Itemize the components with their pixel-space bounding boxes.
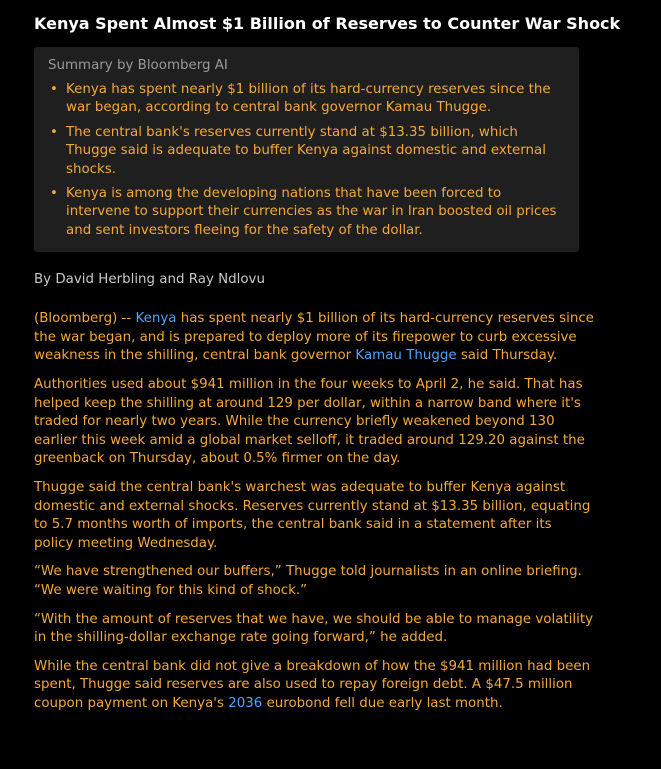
kamau-thugge-link[interactable]: Kamau Thugge	[355, 348, 457, 364]
paragraph-text: has spent nearly $1 billion of its hard-currency reserves since the war began, and is prepared to deploy more of its firepower to curb excessive weakness in the shilling, central bank governor	[34, 311, 594, 364]
bullet-dot-icon: •	[50, 124, 58, 140]
summary-bullet-text: The central bank's reserves currently stand at $13.35 billion, which Thugge said is adequate to buffer Kenya against domestic and external shocks.	[66, 124, 546, 177]
summary-bullet	[48, 81, 565, 118]
bullet-dot-icon: •	[50, 186, 58, 202]
summary-bullet-text: Kenya is among the developing nations that have been forced to intervene to support their currencies as the war in Iran boosted oil prices and sent investors fleeing for the safety of the dollar.	[66, 186, 557, 238]
article-paragraph	[34, 310, 594, 366]
kenya-link[interactable]: Kenya	[135, 311, 177, 327]
paragraph-text: While the central bank did not give a breakdown of how the $941 million had been spent, Thugge said reserves are also used to repay foreign debt. A $47.5 million coupon payment on Kenya's	[34, 658, 591, 711]
article-paragraph: “We have strengthened our buffers,” Thugge told journalists in an online briefing. “We were waiting for this kind of shock.”	[34, 564, 582, 598]
article-paragraph	[34, 658, 594, 714]
byline: By David Herbling and Ray Ndlovu	[34, 272, 265, 288]
paragraph-text: said Thursday.	[456, 348, 558, 364]
bullet-dot-icon: •	[50, 82, 58, 97]
paragraph-text: eurobond fell due early last month.	[262, 695, 503, 711]
summary-bullet-text: Kenya has spent nearly $1 billion of its hard-currency reserves since the war began, according to central bank governor Kamau Thugge.	[66, 82, 551, 116]
article-paragraph: Thugge said the central bank's warchest was adequate to buffer Kenya against domestic and external shocks. Reserves currently stand at $13.35 billion, equating to 5.7 months worth of imports, the central bank said in a statement after its policy meeting Wednesday.	[34, 480, 591, 551]
article-paragraph: “With the amount of reserves that we have, we should be able to manage volatility in the shilling-dollar exchange rate going forward,” he added.	[34, 611, 593, 646]
summary-bullet	[48, 185, 565, 240]
summary-bullet	[48, 124, 565, 179]
paragraph-text: (Bloomberg) --	[34, 311, 136, 327]
summary-list	[48, 81, 565, 240]
ai-summary-box	[34, 47, 579, 252]
eurobond-2036-link[interactable]: 2036	[228, 695, 263, 711]
headline: Kenya Spent Almost $1 Billion of Reserves to Counter War Shock	[34, 14, 621, 33]
article-paragraph: Authorities used about $941 million in the four weeks to April 2, he said. That has helped keep the shilling at around 129 per dollar, within a narrow band where it's traded for nearly two years. While the currency briefly weakened beyond 130 earlier this week amid a global market selloff, it traded around 129.20 against the greenback on Thursday, about 0.5% firmer on the day.	[34, 377, 585, 467]
summary-title: Summary by Bloomberg AI	[48, 58, 228, 73]
